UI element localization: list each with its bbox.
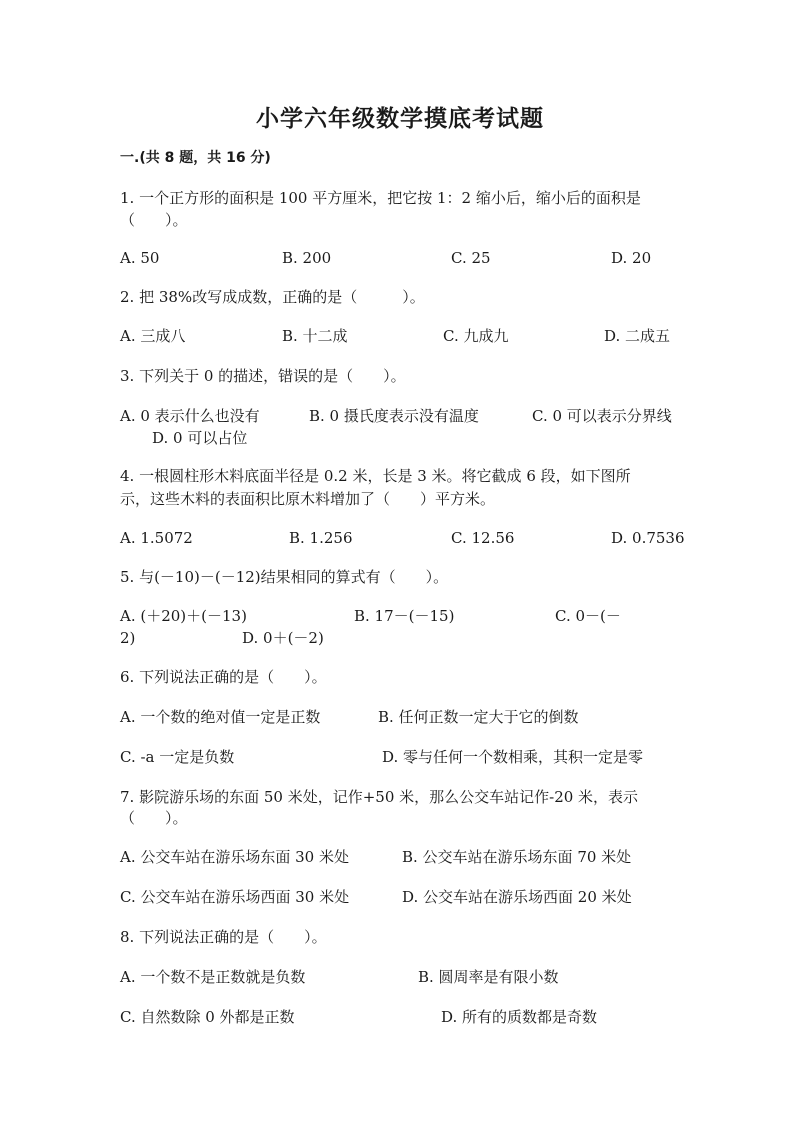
option-d: D. 所有的质数都是奇数 — [441, 1008, 598, 1026]
option-a: A. 50 — [120, 249, 160, 267]
option-d: D. 20 — [611, 249, 652, 267]
option-d: D. 零与任何一个数相乘，其积一定是零 — [382, 748, 644, 766]
option-a: A. 三成八 — [120, 327, 186, 345]
question-stem-line: 示，这些木料的表面积比原木料增加了（ ）平方米。 — [120, 490, 496, 508]
option-b: B. 1.256 — [289, 529, 353, 547]
option-d: D. 0 可以占位 — [152, 429, 248, 447]
option-b: B. 17－(－15) — [354, 607, 455, 625]
option-c: C. 自然数除 0 外都是正数 — [120, 1008, 295, 1026]
section-header: 一.(共 8 题，共 16 分) — [120, 150, 271, 166]
question-stem-line: （ ）。 — [120, 809, 188, 827]
question-stem-line: 1. 一个正方形的面积是 100 平方厘米，把它按 1：2 缩小后，缩小后的面积是 — [120, 189, 641, 207]
option-b: B. 圆周率是有限小数 — [418, 968, 559, 986]
option-b: B. 任何正数一定大于它的倒数 — [378, 708, 579, 726]
question-stem-line: 8. 下列说法正确的是（ ）。 — [120, 928, 327, 946]
option-c: C. 0 可以表示分界线 — [532, 407, 672, 425]
question-stem-line: 4. 一根圆柱形木料底面半径是 0.2 米，长是 3 米。将它截成 6 段，如下图所 — [120, 467, 631, 485]
option-a: A. (＋20)＋(－13) — [120, 607, 247, 625]
option-c: C. 公交车站在游乐场西面 30 米处 — [120, 888, 350, 906]
option-d: D. 0.7536 — [611, 529, 685, 547]
question-stem-line: 2. 把 38%改写成成数，正确的是（ ）。 — [120, 288, 425, 306]
page-title: 小学六年级数学摸底考试题 — [256, 106, 544, 132]
question-stem-line: 7. 影院游乐场的东面 50 米处，记作+50 米，那么公交车站记作-20 米，表示 — [120, 788, 639, 806]
question-stem-line: 3. 下列关于 0 的描述，错误的是（ ）。 — [120, 367, 406, 385]
option-d: D. 0＋(－2) — [242, 629, 324, 647]
option-a: A. 公交车站在游乐场东面 30 米处 — [120, 848, 349, 866]
option-a: A. 一个数不是正数就是负数 — [120, 968, 306, 986]
option-c: C. -a 一定是负数 — [120, 748, 235, 766]
option-a: A. 0 表示什么也没有 — [120, 407, 260, 425]
question-stem-line: （ ）。 — [120, 211, 188, 229]
option-b: B. 200 — [282, 249, 332, 267]
option-d: D. 公交车站在游乐场西面 20 米处 — [402, 888, 632, 906]
option-c: C. 25 — [451, 249, 491, 267]
option-b: B. 0 摄氏度表示没有温度 — [309, 407, 479, 425]
option-c: C. 0－(－ — [555, 607, 621, 625]
option-d: D. 二成五 — [604, 327, 671, 345]
option-a: A. 一个数的绝对值一定是正数 — [120, 708, 321, 726]
option-b: B. 公交车站在游乐场东面 70 米处 — [402, 848, 632, 866]
option-c: C. 12.56 — [451, 529, 515, 547]
option-c-continued: 2) — [120, 629, 136, 647]
question-stem-line: 5. 与(－10)－(－12)结果相同的算式有（ ）。 — [120, 568, 449, 586]
option-a: A. 1.5072 — [120, 529, 193, 547]
question-stem-line: 6. 下列说法正确的是（ ）。 — [120, 668, 327, 686]
option-b: B. 十二成 — [282, 327, 348, 345]
option-c: C. 九成九 — [443, 327, 509, 345]
